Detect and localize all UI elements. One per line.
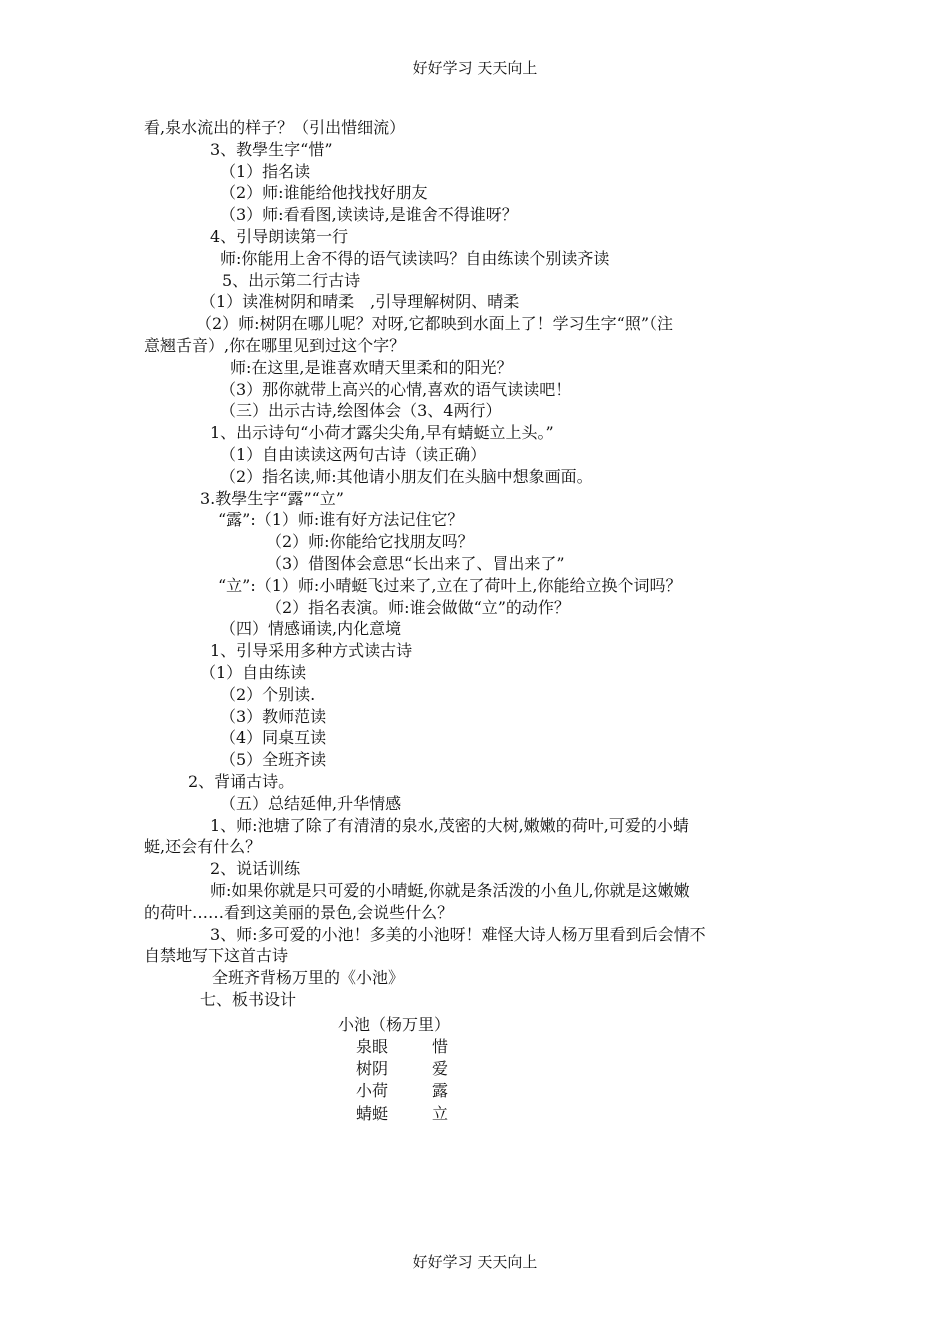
text-line: 3.教學生字“露”“立” [200, 488, 344, 508]
text-line: （2）指名表演。师:谁会做做“立”的动作？ [266, 597, 570, 617]
text-line: 3、教學生字“惜” [210, 139, 333, 159]
text-line: （三）出示古诗,绘图体会（3、4两行） [220, 401, 502, 421]
text-line: （1）自由练读 [200, 663, 307, 682]
text-line: （2）师:树阴在哪儿呢？对呀,它都映到水面上了！学习生字“照”（注 [196, 314, 674, 334]
text-line: （五）总结延伸,升华情感 [220, 793, 402, 813]
text-line: 3、师:多可爱的小池！多美的小池呀！难怪大诗人杨万里看到后会情不 [210, 924, 706, 944]
text-line: “露”:（1）师:谁有好方法记住它？ [218, 510, 464, 530]
text-line: 全班齐背杨万里的《小池》 [212, 968, 405, 988]
board-term: 蜻蜓 [356, 1103, 389, 1123]
text-line: （2）个别读. [220, 684, 316, 704]
text-line: “立”:（1）师:小晴蜓飞过来了,立在了荷叶上,你能给立换个词吗？ [218, 575, 682, 595]
text-line: （3）借图体会意思“长出来了、冒出来了” [266, 554, 565, 573]
board-term: 树阴 [356, 1059, 389, 1079]
text-line: 2、背诵古诗。 [188, 772, 295, 791]
text-line: 自禁地写下这首古诗 [144, 946, 289, 966]
text-line: （3）那你就带上高兴的心情,喜欢的语气读读吧！ [220, 379, 572, 399]
text-line: 看,泉水流出的样子？（引出惜细流） [144, 118, 406, 137]
text-line: （1）读准树阴和晴柔 ,引导理解树阴、晴柔 [200, 292, 520, 312]
text-line: （2）师:谁能给他找找好朋友 [220, 183, 428, 203]
text-line: （4）同桌互读 [220, 728, 327, 748]
text-line: （3）师:看看图,读读诗,是谁舍不得谁呀？ [220, 205, 518, 225]
text-line: （3）教师范读 [220, 706, 327, 726]
text-line: 1、师:池塘了除了有清清的泉水,茂密的大树,嫩嫩的荷叶,可爱的小蜻 [210, 815, 689, 835]
text-line: 师:你能用上舍不得的语气读读吗？自由练读个别读齐读 [220, 248, 610, 268]
text-line: 师:如果你就是只可爱的小晴蜓,你就是条活泼的小鱼儿,你就是这嫩嫩 [210, 881, 690, 900]
text-line: 4、引导朗读第一行 [210, 227, 349, 246]
text-line: （1）指名读 [220, 161, 311, 181]
board-key-char: 露 [432, 1081, 449, 1101]
text-line: 七、板书设计 [200, 990, 297, 1009]
board-term: 泉眼 [356, 1037, 389, 1056]
text-line: 师:在这里,是谁喜欢晴天里柔和的阳光？ [230, 357, 513, 377]
text-line: （2）师:你能给它找朋友吗？ [266, 532, 474, 552]
board-key-char: 惜 [432, 1037, 449, 1056]
board-key-char: 立 [432, 1103, 449, 1123]
text-line: 2、说话训练 [210, 859, 301, 879]
text-line: 意翘舌音）,你在哪里见到过这个字？ [144, 336, 406, 355]
text-line: 1、出示诗句“小荷才露尖尖角,早有蜻蜓立上头。” [210, 423, 554, 443]
text-line: 5、出示第二行古诗 [222, 270, 361, 290]
text-line: （1）自由读读这两句古诗（读正确） [220, 445, 487, 464]
board-title: 小池（杨万里） [338, 1015, 451, 1034]
text-line: （2）指名读,师:其他请小朋友们在头脑中想象画面。 [220, 466, 593, 486]
text-line: 蜓,还会有什么？ [144, 837, 262, 857]
text-line: 1、引导采用多种方式读古诗 [210, 641, 413, 661]
text-line: （5）全班齐读 [220, 750, 327, 770]
page-header: 好好学习 天天向上 [412, 59, 538, 77]
text-line: 的荷叶……看到这美丽的景色,会说些什么？ [144, 902, 454, 922]
page-footer: 好好学习 天天向上 [412, 1253, 538, 1271]
text-line: （四）情感诵读,内化意境 [220, 619, 402, 639]
board-term: 小荷 [356, 1081, 389, 1101]
board-key-char: 爱 [432, 1059, 449, 1079]
